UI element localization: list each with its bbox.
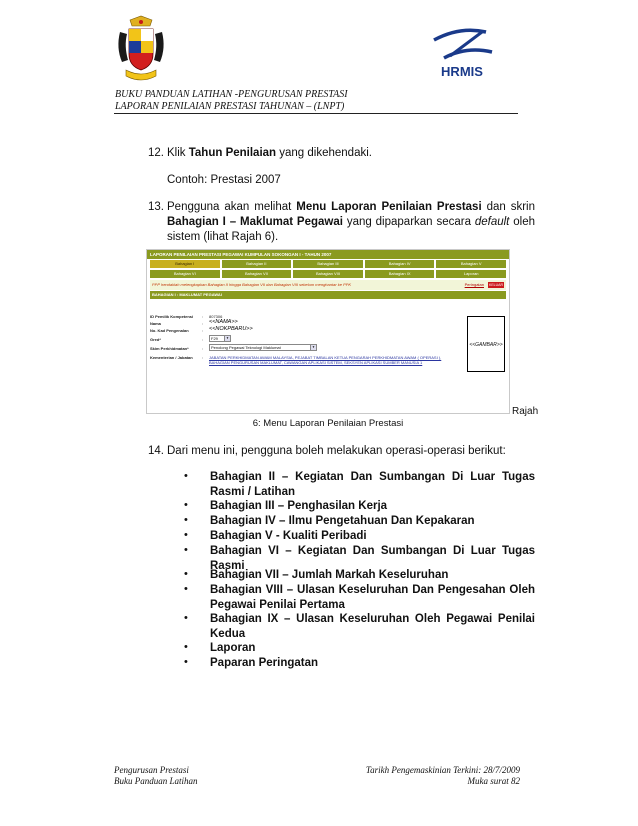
screenshot-title: LAPORAN PENILAIAN PRESTASI PEGAWAI KUMPULAN SOKONGAN I - TAHUN 2007 — [147, 250, 509, 259]
gred-label: Gred* — [150, 337, 161, 342]
kp-value: <<NOKPBARU>> — [209, 326, 253, 332]
document-header — [115, 89, 348, 112]
list-item: Bahagian VIII – Ulasan Keseluruhan Dan Pengesahan Oleh Pegawai Penilai Pertama — [210, 584, 535, 611]
header-title-line2: LAPORAN PENILAIAN PRESTASI TAHUNAN – (LNPT) — [115, 100, 345, 112]
footer-right — [345, 765, 520, 787]
tab-bahagian-1[interactable]: Bahagian I — [150, 260, 220, 268]
step-number: 13. — [148, 201, 164, 213]
step-text: Klik Tahun Penilaian yang dikehendaki. — [167, 147, 372, 159]
bullet-icon: • — [184, 470, 188, 482]
footer-left-line2: Buku Panduan Latihan — [114, 776, 198, 786]
list-item: Bahagian III – Penghasilan Kerja — [210, 500, 388, 512]
list-item: Bahagian VI – Kegiatan Dan Sumbangan Di Luar Tugas Rasmi — [210, 545, 535, 572]
exit-button[interactable]: KELUAR — [488, 283, 503, 287]
tab-bahagian-7[interactable]: Bahagian VII — [222, 270, 292, 278]
tab-bahagian-2[interactable]: Bahagian II — [222, 260, 292, 268]
id-value: 807306 — [209, 314, 223, 319]
skim-select[interactable] — [209, 344, 317, 351]
bullet-icon: • — [184, 499, 188, 511]
list-item: Bahagian IV – Ilmu Pengetahuan Dan Kepakaran — [210, 515, 475, 527]
photo-placeholder: <<GAMBAR>> — [467, 316, 505, 372]
example-text: Contoh: Prestasi 2007 — [167, 174, 281, 186]
bullet-icon: • — [184, 583, 188, 595]
bullet-icon: • — [184, 568, 188, 580]
chevron-down-icon: ▼ — [226, 336, 229, 340]
list-item: Bahagian V - Kualiti Peribadi — [210, 530, 367, 542]
notice-text: PPP hendaklah melengkapkan Bahagian II hingga Bahagian VII dan Bahagian VIII sebelum menghantar ke PPK — [152, 282, 352, 287]
footer-left — [114, 765, 198, 787]
tab-bahagian-4[interactable]: Bahagian IV — [365, 260, 435, 268]
step-number: 12. — [148, 147, 164, 159]
tab-laporan[interactable]: Laporan — [436, 270, 506, 278]
footer-updated-date: Tarikh Pengemaskinian Terkini: 28/7/2009 — [365, 765, 520, 775]
section-header: BAHAGIAN I : MAKLUMAT PEGAWAI — [150, 291, 506, 299]
malaysia-coat-of-arms-logo — [112, 14, 170, 86]
list-item: Laporan — [210, 642, 256, 654]
step-bold-term: Tahun Penilaian — [188, 147, 277, 159]
tab-bahagian-6[interactable]: Bahagian VI — [150, 270, 220, 278]
skim-label: Skim Perkhidmatan* — [150, 346, 189, 351]
kementerian-label: Kementerian / Jabatan — [150, 355, 193, 360]
bullet-icon: • — [184, 514, 188, 526]
step-text: Pengguna akan melihat Menu Laporan Penilaian Prestasi dan skrin Bahagian I – Maklumat Pegawai yang dipaparkan secara default oleh sistem (lihat Rajah 6). — [167, 201, 535, 243]
list-item: Paparan Peringatan — [210, 657, 319, 669]
footer-left-line1: Pengurusan Prestasi — [114, 765, 189, 775]
list-item: Bahagian VII – Jumlah Markah Keseluruhan — [210, 569, 449, 581]
gred-select[interactable] — [209, 335, 231, 342]
form-fields: ID Pemilik Kompetensi : 807306 Nama : <<NAMA>> No. Kad Pengenalan : <<NOKPBARU>> Gred* : F29 ▼ Skim Perkhidmatan* : Penolong Pegawai Teknologi Maklumat ▼ Kementerian / Jabatan : JABATAN PERKHIDMATAN AWAM MALAYSIA, PEJABAT TIMBALAN KETUA PENGARAH PERKHIDMATAN AWAM ( OPERASI ), BAHAGIAN PENGURUSAN MAKLUMAT, CAWANGAN APLIKASI SISTEM, SEKSYEN APLIKASI SUMBER MANUSIA 1 — [147, 250, 509, 413]
tab-bahagian-5[interactable]: Bahagian V — [436, 260, 506, 268]
step-text: Dari menu ini, pengguna boleh melakukan operasi-operasi berikut: — [167, 445, 506, 457]
lnpt-menu-screenshot — [146, 249, 510, 414]
bullet-icon: • — [184, 529, 188, 541]
tab-bahagian-3[interactable]: Bahagian III — [293, 260, 363, 268]
id-label: ID Pemilik Kompetensi — [150, 314, 194, 319]
nama-value: <<NAMA>> — [209, 319, 238, 325]
peringatan-link[interactable]: Peringatan — [464, 282, 484, 287]
footer-page-number: Muka surat 82 — [467, 776, 520, 786]
bullet-icon: • — [184, 544, 188, 556]
kementerian-value: JABATAN PERKHIDMATAN AWAM MALAYSIA, PEJABAT TIMBALAN KETUA PENGARAH PERKHIDMATAN AWAM ( OPERASI ), BAHAGIAN PENGURUSAN MAKLUMAT, CAWANGAN APLIKASI SISTEM, SEKSYEN APLIKASI SUMBER MANUSIA 1 — [209, 355, 442, 365]
skim-value: Penolong Pegawai Teknologi Maklumat — [211, 345, 281, 350]
list-item: Bahagian II – Kegiatan Dan Sumbangan Di Luar Tugas Rasmi / Latihan — [210, 471, 535, 498]
nama-label: Nama — [150, 321, 161, 326]
hrmis-logo-text: HRMIS — [441, 64, 483, 79]
bullet-icon: • — [184, 641, 188, 653]
chevron-down-icon: ▼ — [312, 345, 315, 349]
header-title-line1: BUKU PANDUAN LATIHAN -PENGURUSAN PRESTASI — [115, 89, 348, 100]
list-item: Bahagian IX – Ulasan Keseluruhan Oleh Pegawai Penilai Kedua — [210, 613, 535, 640]
kp-label: No. Kad Pengenalan — [150, 328, 189, 333]
tab-bahagian-8[interactable]: Bahagian VIII — [293, 270, 363, 278]
gred-value: F29 — [211, 336, 218, 341]
bullet-icon: • — [184, 656, 188, 668]
header-divider — [114, 113, 518, 114]
figure-caption: 6: Menu Laporan Penilaian Prestasi — [252, 418, 404, 429]
bullet-icon: • — [184, 612, 188, 624]
step-number: 14. — [148, 445, 164, 457]
figure-caption-rajah: Rajah — [512, 406, 539, 417]
tab-bahagian-9[interactable]: Bahagian IX — [365, 270, 435, 278]
hrmis-logo — [420, 22, 502, 82]
